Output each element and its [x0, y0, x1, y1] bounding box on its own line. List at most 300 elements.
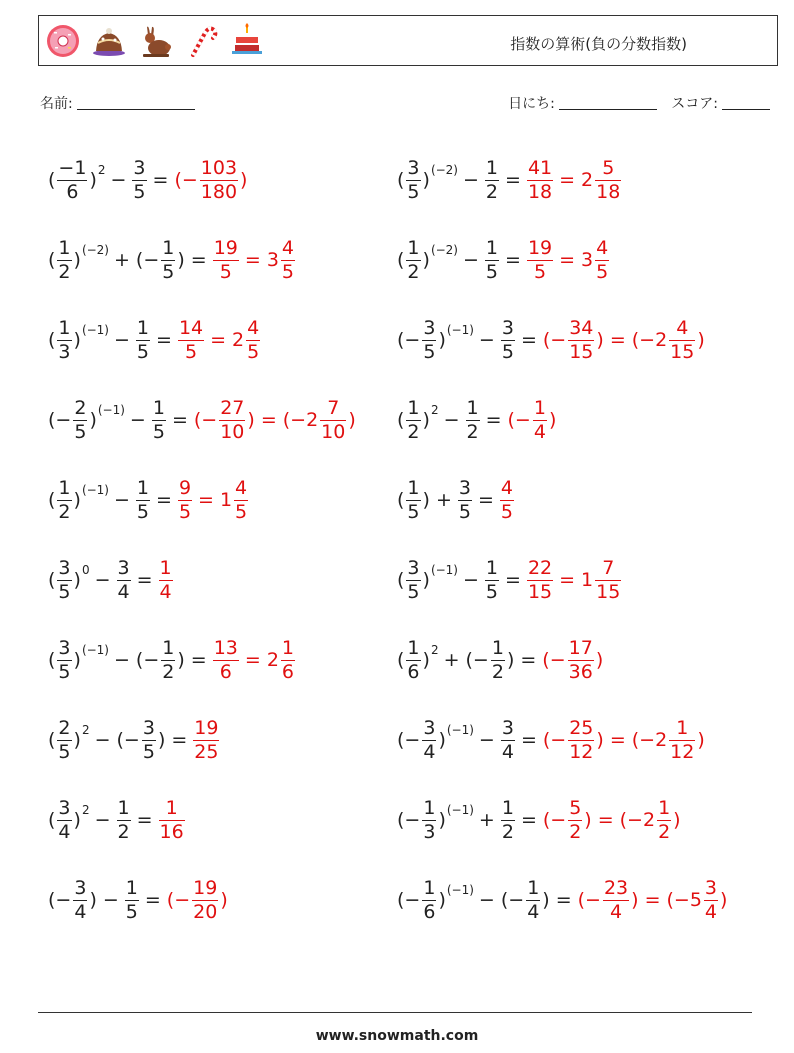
paren-text: 3 [581, 249, 594, 271]
problem-row [396, 780, 736, 860]
fraction [320, 396, 346, 443]
numerator: 4 [500, 476, 513, 499]
operator: = [260, 409, 277, 431]
numerator: 7 [327, 396, 340, 419]
paren-text: ) [73, 809, 81, 831]
problem-row [396, 220, 736, 300]
operator: = [136, 569, 153, 591]
operator: = [171, 409, 188, 431]
fraction [57, 716, 71, 763]
operator: = [597, 809, 614, 831]
denominator: 4 [527, 900, 540, 923]
paren-text: (− [166, 889, 191, 911]
problem-row [47, 140, 387, 220]
paren-text: ) [596, 729, 604, 751]
paren-text: ) [220, 889, 228, 911]
fraction [595, 556, 621, 603]
numerator: 4 [596, 236, 609, 259]
operator: − [94, 569, 111, 591]
denominator: 5 [423, 340, 436, 363]
fraction [422, 796, 436, 843]
denominator: 4 [74, 900, 87, 923]
problem-row [396, 380, 736, 460]
numerator: 14 [178, 316, 204, 339]
date-label: 日にち: [508, 96, 555, 112]
numerator: 1 [407, 476, 420, 499]
numerator: 17 [568, 636, 593, 659]
icon-strip [45, 23, 265, 59]
operator: = [644, 889, 661, 911]
operator: = [171, 729, 188, 751]
numerator: 13 [213, 636, 238, 659]
operator: = [559, 569, 576, 591]
birthday-cake-icon [229, 23, 265, 59]
denominator: 5 [125, 900, 138, 923]
donut-icon [45, 23, 81, 59]
denominator: 5 [136, 340, 150, 363]
paren-text: ) [720, 889, 728, 911]
paren-text: ) [89, 169, 97, 191]
numerator: 19 [194, 716, 219, 739]
fraction [527, 556, 553, 603]
problem-row [47, 460, 387, 540]
paren-text: ( [397, 489, 405, 511]
operator: = [156, 489, 172, 511]
denominator: 15 [596, 580, 621, 603]
numerator: 4 [247, 316, 260, 339]
numerator: 3 [58, 796, 71, 819]
operator: = [144, 889, 161, 911]
exponent: (−1) [97, 403, 125, 417]
paren-text: ) [697, 729, 705, 751]
problem-row [47, 860, 387, 940]
denominator: 2 [466, 420, 479, 443]
numerator: 1 [658, 796, 671, 819]
paren-text: ) [596, 329, 604, 351]
operator: + [478, 809, 495, 831]
fraction [422, 316, 436, 363]
problem-row [396, 860, 736, 940]
fraction [219, 396, 245, 443]
denominator: 15 [569, 340, 594, 363]
paren-text: (− [542, 329, 567, 351]
fraction [526, 876, 540, 923]
numerator: 4 [676, 316, 689, 339]
fraction [159, 796, 185, 843]
operator: − [129, 409, 146, 431]
paren-text: ) [73, 729, 81, 751]
problem-row [396, 700, 736, 780]
denominator: 16 [159, 820, 184, 843]
denominator: 2 [162, 660, 175, 683]
denominator: 5 [407, 180, 420, 203]
numerator: 1 [485, 556, 499, 579]
denominator: 4 [533, 420, 546, 443]
paren-text: ) [240, 169, 248, 191]
exponent: (−1) [446, 323, 474, 337]
fraction [142, 716, 156, 763]
denominator: 5 [501, 340, 514, 363]
paren-text: ) [89, 409, 97, 431]
problem-row [47, 300, 387, 380]
denominator: 5 [485, 260, 499, 283]
problem-row [396, 140, 736, 220]
exponent: (−1) [446, 723, 474, 737]
paren-text: ( [48, 569, 56, 591]
denominator: 6 [281, 660, 294, 683]
numerator: 5 [602, 156, 615, 179]
exponent: 2 [430, 403, 439, 417]
denominator: 5 [485, 580, 499, 603]
operator: − [478, 329, 495, 351]
paren-text: ) [422, 169, 430, 191]
exponent: (−1) [81, 483, 109, 497]
denominator: 6 [57, 180, 87, 202]
operator: = [244, 649, 261, 671]
fraction [200, 156, 238, 203]
paren-text: ) [422, 489, 430, 511]
operator: − [110, 169, 127, 191]
operator: − [114, 329, 130, 351]
numerator: 3 [407, 556, 420, 579]
paren-text: (− [397, 729, 421, 751]
exponent: (−1) [81, 323, 109, 337]
numerator: 3 [501, 316, 514, 339]
denominator: 2 [407, 420, 420, 443]
denominator: 2 [569, 820, 582, 843]
paren-text: (− [397, 889, 421, 911]
operator: = [505, 249, 521, 271]
problem-row [47, 540, 387, 620]
paren-text: ) [584, 809, 592, 831]
denominator: 5 [247, 340, 260, 363]
denominator: 5 [500, 500, 513, 523]
paren-text: ( [48, 249, 56, 271]
numerator: 103 [200, 156, 238, 179]
paren-text: ( [397, 169, 405, 191]
fraction [595, 236, 609, 283]
fraction [406, 556, 420, 603]
candy-cane-icon [183, 23, 219, 59]
paren-text: (− [542, 649, 566, 671]
fraction [125, 876, 139, 923]
fraction [246, 316, 260, 363]
fraction [527, 236, 553, 283]
operator: = [520, 329, 537, 351]
paren-text: ( [397, 649, 405, 671]
exponent: 2 [81, 723, 90, 737]
fraction [161, 636, 175, 683]
operator: = [136, 809, 153, 831]
paren-text: ) [673, 809, 681, 831]
paren-text: 1 [581, 569, 594, 591]
fraction [491, 636, 505, 683]
denominator: 3 [423, 820, 436, 843]
operator: − [478, 729, 495, 751]
numerator: 3 [117, 556, 130, 579]
paren-text: ( [48, 729, 56, 751]
numerator: 41 [527, 156, 553, 179]
denominator: 18 [527, 180, 553, 203]
fraction [568, 636, 594, 683]
paren-text: ) [348, 409, 356, 431]
denominator: 5 [407, 580, 420, 603]
fraction [669, 316, 695, 363]
fraction [152, 396, 166, 443]
operator: − [463, 169, 479, 191]
operator: − [114, 489, 130, 511]
operator: = [520, 809, 537, 831]
numerator: 1 [58, 316, 71, 339]
numerator: 23 [603, 876, 629, 899]
operator: + [443, 649, 460, 671]
fraction [500, 476, 514, 523]
paren-text: ) [157, 729, 166, 751]
worksheet-header [38, 15, 778, 66]
denominator: 2 [658, 820, 671, 843]
problem-column-right [396, 140, 736, 940]
denominator: 180 [200, 180, 238, 203]
fraction [178, 316, 204, 363]
numerator: 1 [162, 236, 175, 259]
operator: − [94, 809, 111, 831]
denominator: 10 [321, 420, 346, 443]
fraction [192, 876, 218, 923]
paren-text: ) [73, 649, 81, 671]
name-blank[interactable] [77, 109, 195, 110]
denominator: 20 [193, 900, 218, 923]
numerator: 1 [58, 476, 71, 499]
numerator: 3 [74, 876, 87, 899]
paren-text: ) [595, 649, 604, 671]
denominator: 5 [74, 420, 87, 443]
denominator: 4 [58, 820, 71, 843]
numerator: 3 [133, 156, 146, 179]
problem-row [396, 300, 736, 380]
numerator: 19 [527, 236, 553, 259]
denominator: 4 [704, 900, 718, 923]
fraction [117, 796, 131, 843]
paren-text: (− [48, 409, 72, 431]
denominator: 5 [58, 580, 71, 603]
numerator: 19 [213, 236, 238, 259]
numerator: 1 [501, 796, 514, 819]
denominator: 2 [407, 260, 420, 283]
denominator: 4 [423, 740, 436, 763]
denominator: 5 [136, 500, 150, 523]
fraction [234, 476, 248, 523]
paren-text: (− [500, 889, 525, 911]
operator: = [156, 329, 172, 351]
fraction [595, 156, 621, 203]
numerator: 5 [569, 796, 582, 819]
paren-text: (−2 [282, 409, 319, 431]
operator: = [152, 169, 169, 191]
numerator: 3 [501, 716, 514, 739]
fraction [568, 796, 582, 843]
name-label: 名前: [40, 96, 73, 112]
numerator: 1 [152, 396, 165, 419]
numerator: 1 [136, 316, 150, 339]
numerator: 3 [58, 556, 71, 579]
score-blank[interactable] [722, 109, 770, 110]
operator: = [210, 329, 227, 351]
name-field [40, 93, 195, 113]
fraction [422, 716, 436, 763]
fraction [213, 636, 239, 683]
numerator: 1 [527, 876, 540, 899]
paren-text: 3 [266, 249, 279, 271]
cake-icon [91, 23, 127, 59]
operator: = [559, 169, 576, 191]
fraction [501, 796, 515, 843]
fraction [57, 156, 87, 203]
fraction [117, 556, 131, 603]
fraction [527, 156, 553, 203]
date-score-fields [508, 93, 770, 113]
paren-text: ( [48, 489, 56, 511]
denominator: 3 [58, 340, 71, 363]
numerator: 3 [458, 476, 471, 499]
numerator: 1 [281, 636, 294, 659]
denominator: 5 [235, 500, 248, 523]
numerator: 1 [117, 796, 130, 819]
operator: = [244, 249, 261, 271]
date-blank[interactable] [559, 109, 657, 110]
operator: = [520, 649, 537, 671]
numerator: 3 [423, 316, 436, 339]
numerator: 3 [704, 876, 718, 899]
paren-text: ) [177, 649, 185, 671]
denominator: 5 [162, 260, 175, 283]
paren-text: (− [135, 249, 160, 271]
numerator: 3 [58, 636, 71, 659]
denominator: 6 [407, 660, 420, 683]
paren-text: (−5 [666, 889, 702, 911]
fraction [281, 636, 295, 683]
fraction [57, 316, 71, 363]
problem-row [47, 620, 387, 700]
denominator: 5 [58, 660, 71, 683]
numerator: 3 [142, 716, 155, 739]
fraction [466, 396, 480, 443]
problem-column-left [47, 140, 387, 940]
numerator: 3 [407, 156, 420, 179]
numerator: 22 [527, 556, 553, 579]
paren-text: ) [422, 249, 430, 271]
paren-text: ) [247, 409, 255, 431]
fraction [533, 396, 547, 443]
fraction [406, 236, 420, 283]
fraction [136, 316, 150, 363]
numerator: 1 [423, 876, 436, 899]
numerator: 1 [407, 236, 420, 259]
denominator: 6 [423, 900, 436, 923]
denominator: 5 [213, 260, 239, 282]
numerator: 1 [491, 636, 504, 659]
problem-row [47, 380, 387, 460]
numerator: 19 [193, 876, 218, 899]
operator: − [102, 889, 119, 911]
operator: = [190, 649, 207, 671]
paren-text: ( [397, 409, 405, 431]
operator: = [609, 729, 626, 751]
denominator: 5 [407, 500, 420, 523]
footer-divider [38, 1012, 752, 1013]
operator: − [463, 569, 479, 591]
denominator: 5 [133, 180, 146, 203]
fraction [159, 556, 173, 603]
numerator: 25 [569, 716, 594, 739]
fraction [501, 716, 515, 763]
denominator: 4 [159, 580, 172, 603]
fraction [193, 716, 219, 763]
paren-text: (− [542, 729, 567, 751]
paren-text: ) [73, 489, 81, 511]
fraction [281, 236, 295, 283]
paren-text: (− [465, 649, 489, 671]
paren-text: ( [48, 649, 56, 671]
problem-row [396, 620, 736, 700]
numerator: 4 [281, 236, 294, 259]
paren-text: ( [48, 809, 56, 831]
denominator: 18 [596, 180, 621, 203]
denominator: 2 [485, 180, 499, 203]
denominator: 5 [281, 260, 294, 283]
fraction [73, 396, 87, 443]
numerator: 1 [407, 636, 420, 659]
paren-text: ) [422, 649, 430, 671]
denominator: 2 [58, 500, 71, 523]
numerator: 7 [602, 556, 615, 579]
denominator: 5 [178, 340, 204, 362]
operator: = [198, 489, 214, 511]
numerator: 4 [235, 476, 248, 499]
problem-row [47, 780, 387, 860]
paren-text: ) [631, 889, 639, 911]
problem-row [47, 220, 387, 300]
exponent: 0 [81, 563, 90, 577]
fraction [57, 476, 71, 523]
fraction [568, 316, 594, 363]
numerator: 3 [423, 716, 436, 739]
numerator: 34 [569, 316, 594, 339]
paren-text: ( [397, 249, 405, 271]
worksheet-title: 指数の算術(負の分数指数) [510, 35, 687, 53]
numerator: 1 [58, 236, 71, 259]
paren-text: ) [73, 329, 81, 351]
paren-text: ) [422, 569, 430, 591]
paren-text: ) [73, 249, 81, 271]
fraction [178, 476, 192, 523]
numerator: 2 [74, 396, 87, 419]
paren-text: (− [397, 329, 421, 351]
numerator: 1 [676, 716, 689, 739]
exponent: 2 [97, 163, 106, 177]
fraction [73, 876, 87, 923]
numerator: 2 [58, 716, 71, 739]
problem-row [396, 540, 736, 620]
denominator: 5 [596, 260, 609, 283]
denominator: 4 [501, 740, 514, 763]
denominator: 36 [568, 660, 593, 683]
denominator: 15 [527, 580, 553, 603]
fraction [485, 156, 499, 203]
exponent: (−2) [430, 163, 458, 177]
denominator: 4 [117, 580, 130, 603]
fraction [57, 236, 71, 283]
paren-text: ) [506, 649, 515, 671]
